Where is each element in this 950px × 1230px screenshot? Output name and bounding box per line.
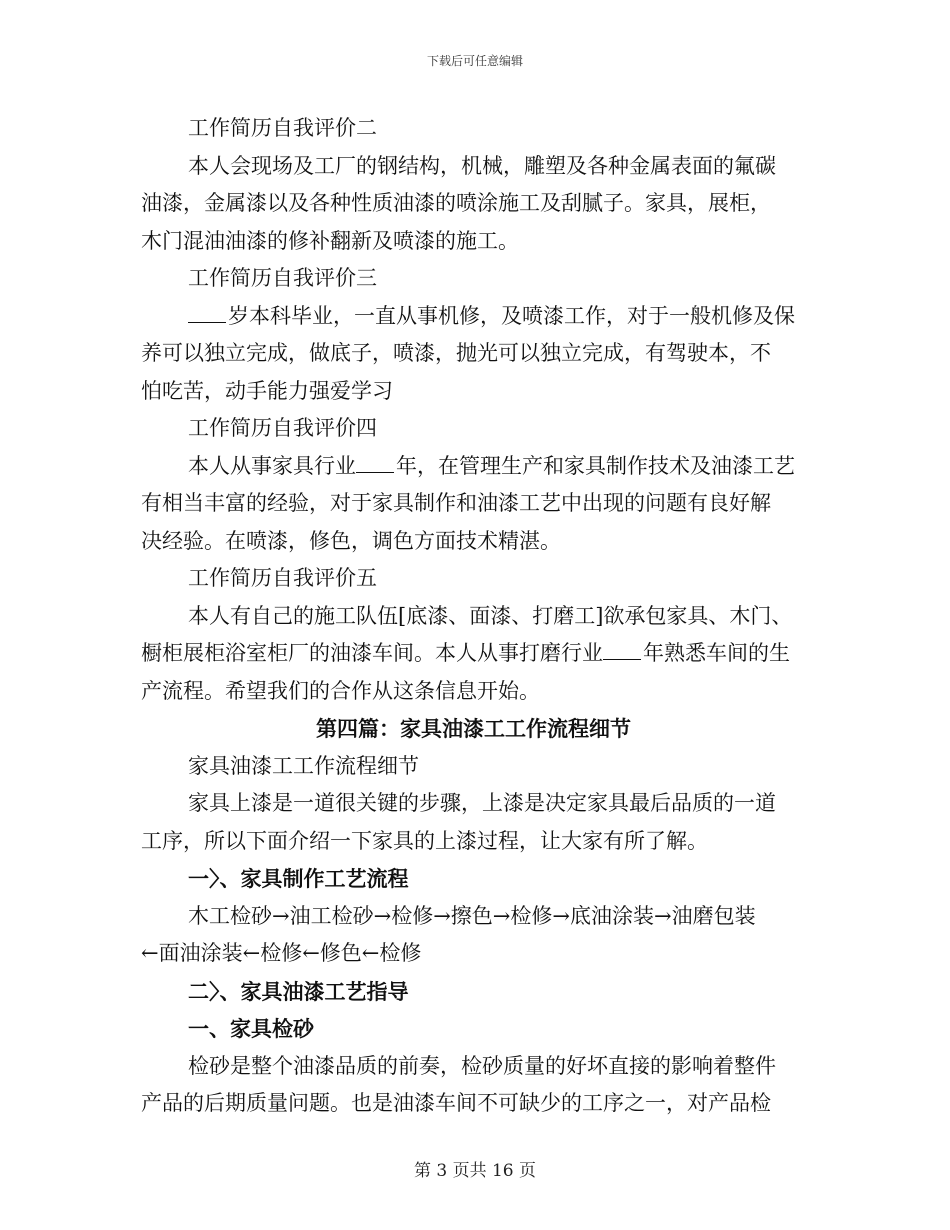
eval4-heading: 工作简历自我评价四 [188, 416, 377, 440]
eval5-line-2-text-b: 年熟悉车间的生 [643, 641, 790, 665]
section-2-heading: 二〉、家具油漆工艺指导 [188, 978, 409, 1004]
eval5-line-2-text-a: 橱柜展柜浴室柜厂的油漆车间。本人从事打磨行业 [141, 641, 603, 665]
intro-paragraph-line-2: 工序，所以下面介绍一下家具的上漆过程，让大家有所了解。 [141, 828, 708, 853]
eval4-paragraph-line-1 [141, 448, 806, 486]
chapter-title: 第四篇：家具油漆工工作流程细节 [316, 716, 631, 741]
blank-underline [603, 658, 641, 660]
eval3-paragraph-line-2: 养可以独立完成，做底子，喷漆，抛光可以独立完成，有驾驶本，不 [141, 341, 771, 365]
eval5-paragraph-line-1: 本人有自己的施工队伍[底漆、面漆、打磨工]欲承包家具、木门、 [188, 603, 793, 628]
eval4-paragraph-line-3: 决经验。在喷漆，修色，调色方面技术精湛。 [141, 528, 561, 553]
eval4-paragraph-line-2: 有相当丰富的经验，对于家具制作和油漆工艺中出现的问题有良好解 [141, 491, 771, 515]
eval2-paragraph-line-1: 本人会现场及工厂的钢结构，机械，雕塑及各种金属表面的氟碳 [188, 153, 776, 178]
eval4-line-1-text-b: 年，在管理生产和家具制作技术及油漆工艺 [396, 453, 795, 478]
sanding-paragraph-line-1: 检砂是整个油漆品质的前奏，检砂质量的好坏直接的影响着整件 [188, 1053, 776, 1078]
subsection-1-heading: 一、家具检砂 [188, 1016, 314, 1041]
eval2-heading: 工作简历自我评价二 [188, 116, 377, 140]
blank-underline [188, 321, 226, 323]
page-number: 第 3 页共 16 页 [413, 1161, 537, 1181]
eval2-paragraph-line-3: 木门混油油漆的修补翻新及喷漆的施工。 [141, 228, 519, 253]
eval3-heading: 工作简历自我评价三 [188, 266, 377, 290]
sanding-paragraph-line-2: 产品的后期质量问题。也是油漆车间不可缺少的工序之一，对产品检 [141, 1091, 771, 1115]
eval4-line-1-text-a: 本人从事家具行业 [188, 453, 356, 478]
eval5-paragraph-line-2 [141, 635, 806, 673]
process-flow-line-1: 木工检砂→油工检砂→检修→擦色→检修→底油涂装→油磨包装 [188, 903, 756, 928]
process-flow-line-2: ←面油涂装←检修←修色←检修 [141, 941, 422, 965]
eval3-paragraph-line-3: 怕吃苦，动手能力强爱学习 [141, 378, 393, 403]
intro-paragraph-line-1: 家具上漆是一道很关键的步骤，上漆是决定家具最后品质的一道 [188, 791, 776, 815]
section-1-heading: 一〉、家具制作工艺流程 [188, 866, 409, 891]
eval3-line-1-text: 岁本科毕业，一直从事机修，及喷漆工作，对于一般机修及保 [228, 303, 795, 328]
eval5-paragraph-line-3: 产流程。希望我们的合作从这条信息开始。 [141, 678, 540, 703]
eval3-paragraph-line-1 [141, 298, 806, 336]
eval2-paragraph-line-2: 油漆，金属漆以及各种性质油漆的喷涂施工及刮腻子。家具，展柜， [141, 191, 771, 215]
page-header: 下载后可任意编辑 [426, 54, 523, 68]
document-body [141, 110, 806, 1123]
eval5-heading: 工作简历自我评价五 [188, 566, 377, 590]
chapter-subtitle: 家具油漆工工作流程细节 [188, 753, 419, 778]
blank-underline [356, 471, 394, 473]
